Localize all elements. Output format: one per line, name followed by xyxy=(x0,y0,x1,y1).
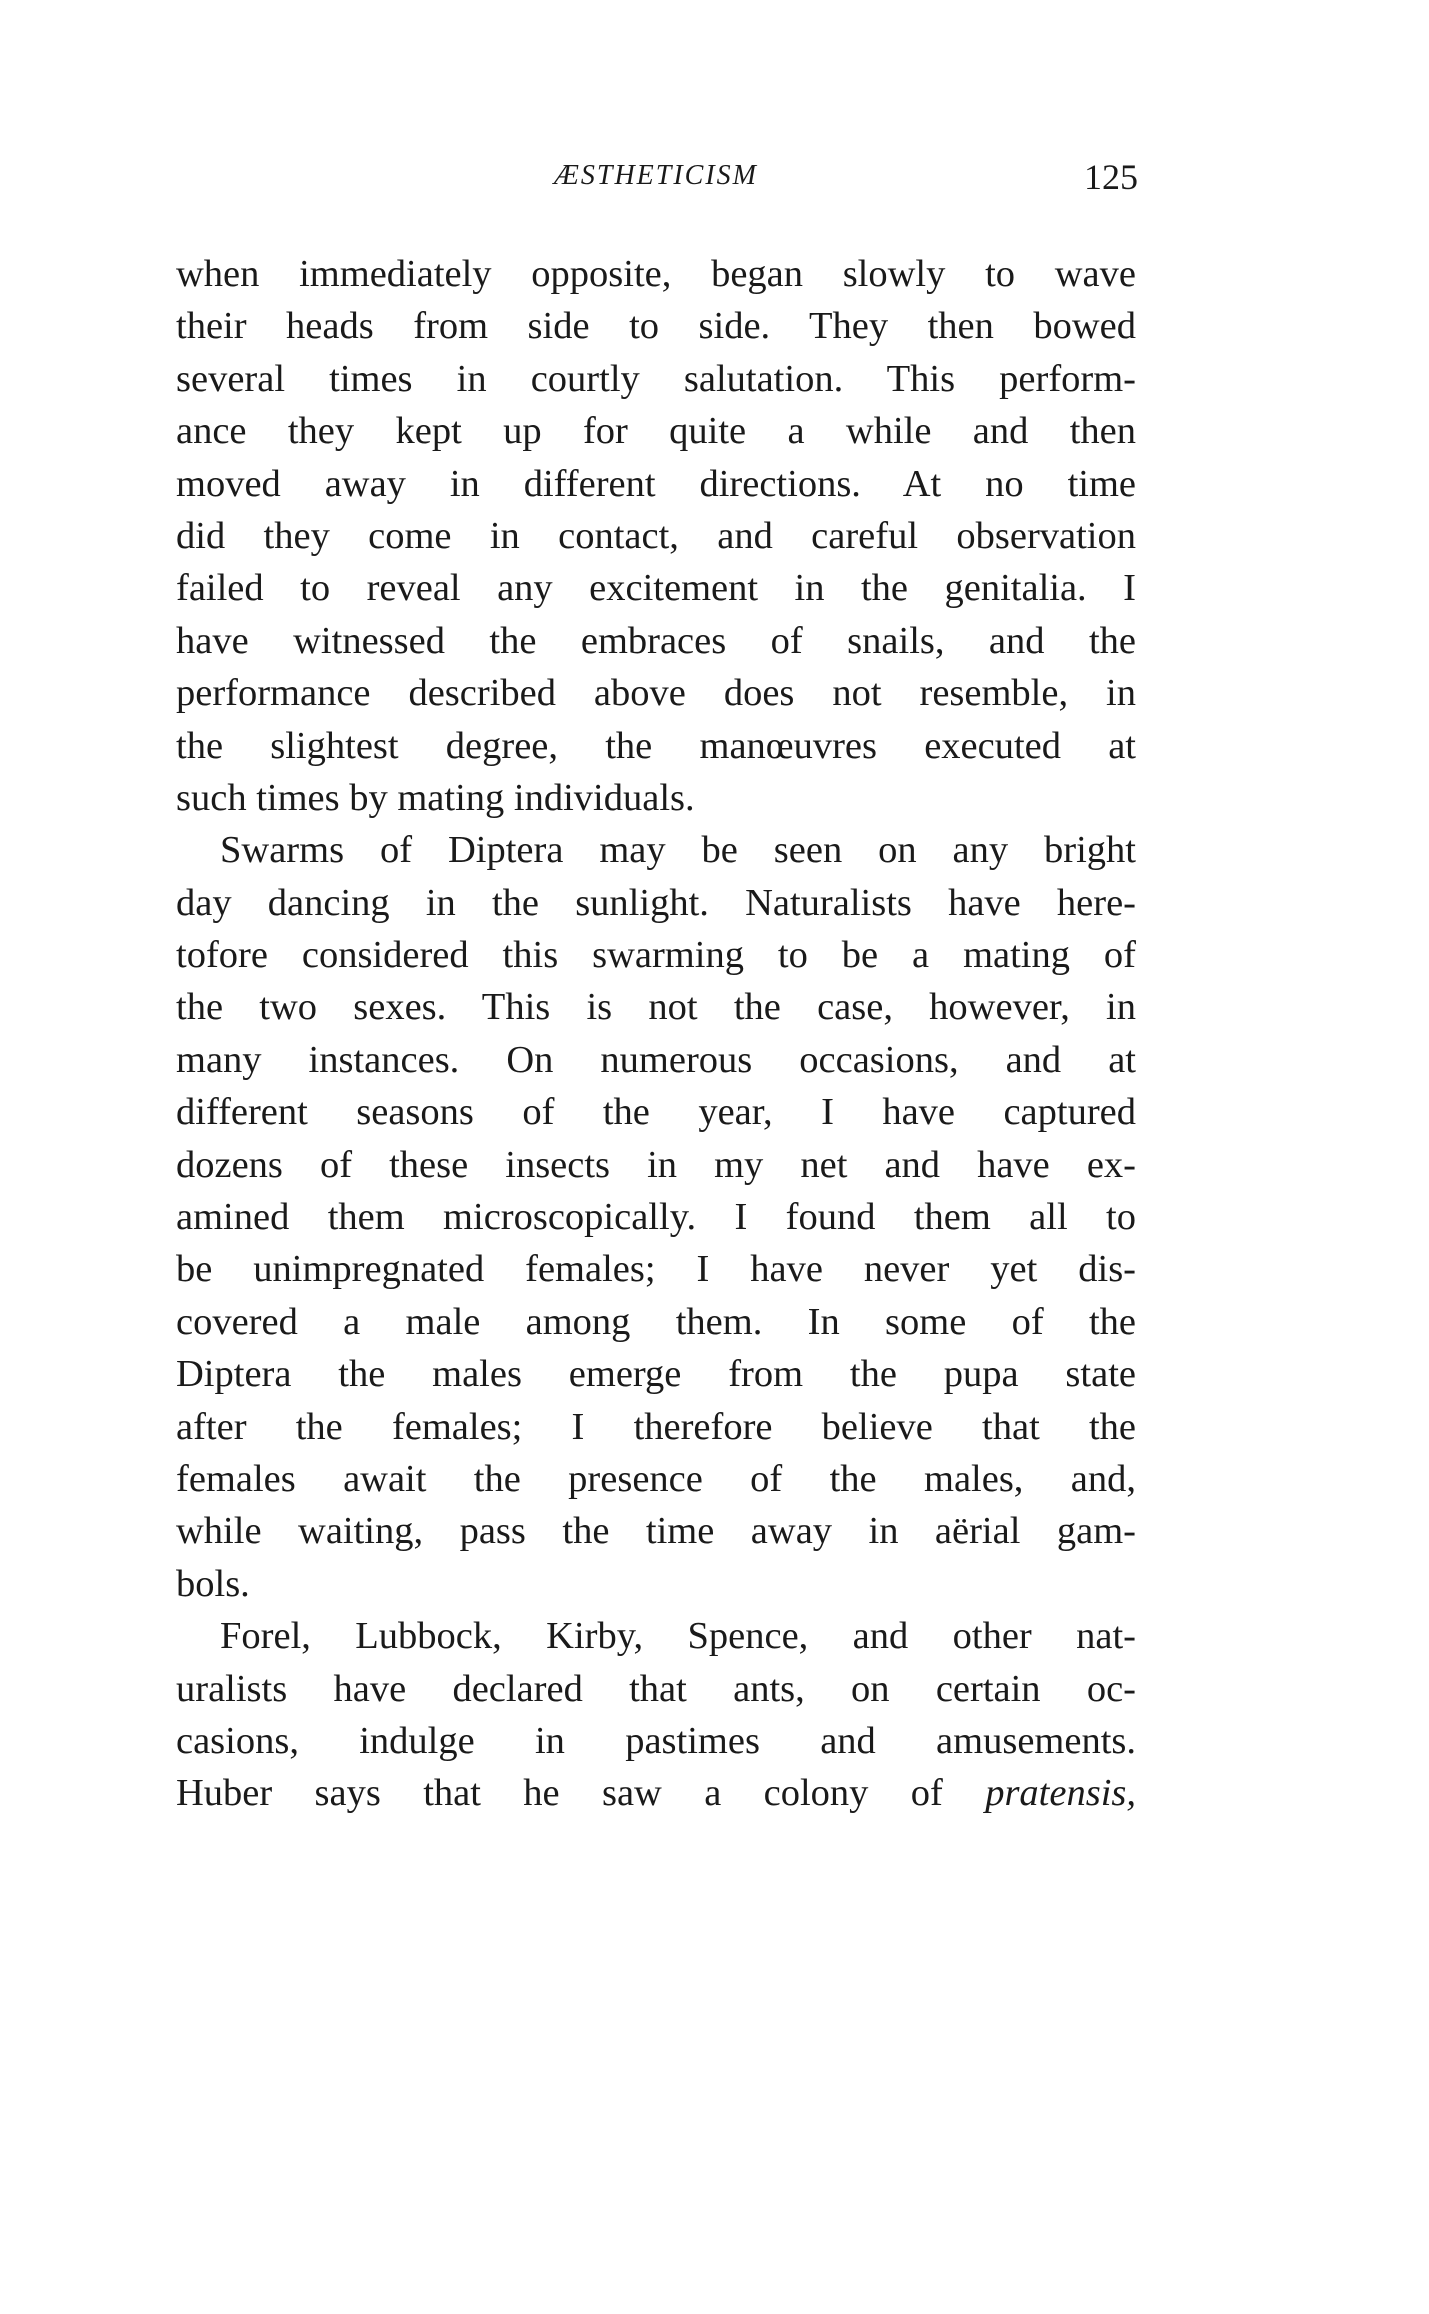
text-line: several times in courtly salutation. This perform- xyxy=(176,357,1136,400)
text-line: ance they kept up for quite a while and then xyxy=(176,410,1136,453)
text-line: different seasons of the year, I have captured xyxy=(176,1091,1136,1134)
text-line: after the females; I therefore believe that the xyxy=(176,1405,1136,1448)
text-line: bols. xyxy=(176,1562,250,1605)
text-line: failed to reveal any excitement in the genitalia. I xyxy=(176,567,1136,610)
running-head xyxy=(176,157,1138,210)
text-line: day dancing in the sunlight. Naturalists have here- xyxy=(176,881,1136,924)
body-text xyxy=(176,248,1136,1820)
text-line: tofore considered this swarming to be a mating of xyxy=(176,934,1136,977)
paragraph-3 xyxy=(176,1610,1136,1820)
text-line: did they come in contact, and careful observation xyxy=(176,514,1136,557)
text-line: such times by mating individuals. xyxy=(176,776,695,819)
text-line: when immediately opposite, began slowly to wave xyxy=(176,253,1136,295)
text-line xyxy=(176,1767,1136,1819)
paragraph-1 xyxy=(176,248,1136,824)
paragraph-2 xyxy=(176,824,1136,1610)
text-line: many instances. On numerous occasions, and at xyxy=(176,1038,1136,1081)
page-number: 125 xyxy=(1084,157,1138,197)
text-line: Swarms of Diptera may be seen on any bright xyxy=(220,829,1136,872)
text-line: covered a male among them. In some of the xyxy=(176,1300,1136,1343)
text-line-lead: Huber says that he saw a colony of xyxy=(176,1772,986,1815)
text-line: the two sexes. This is not the case, however, in xyxy=(176,986,1136,1029)
text-line: Diptera the males emerge from the pupa state xyxy=(176,1353,1136,1396)
text-line: the slightest degree, the manœuvres executed at xyxy=(176,724,1136,767)
text-line: moved away in different directions. At no time xyxy=(176,462,1136,505)
text-line: amined them microscopically. I found them all to xyxy=(176,1196,1136,1239)
text-line: have witnessed the embraces of snails, and the xyxy=(176,619,1136,662)
text-line: be unimpregnated females; I have never yet dis- xyxy=(176,1248,1136,1291)
text-line: performance described above does not resemble, in xyxy=(176,672,1136,715)
text-line: their heads from side to side. They then bowed xyxy=(176,305,1136,348)
running-head-title: ÆSTHETICISM xyxy=(553,160,758,191)
text-line: Forel, Lubbock, Kirby, Spence, and other nat- xyxy=(220,1615,1136,1658)
text-line: casions, indulge in pastimes and amusements. xyxy=(176,1719,1136,1762)
text-line: females await the presence of the males, and, xyxy=(176,1457,1136,1500)
text-line: uralists have declared that ants, on certain oc- xyxy=(176,1667,1136,1710)
text-line: dozens of these insects in my net and have ex- xyxy=(176,1143,1136,1186)
italic-term: pratensis, xyxy=(985,1772,1136,1815)
text-line: while waiting, pass the time away in aërial gam- xyxy=(176,1510,1136,1553)
